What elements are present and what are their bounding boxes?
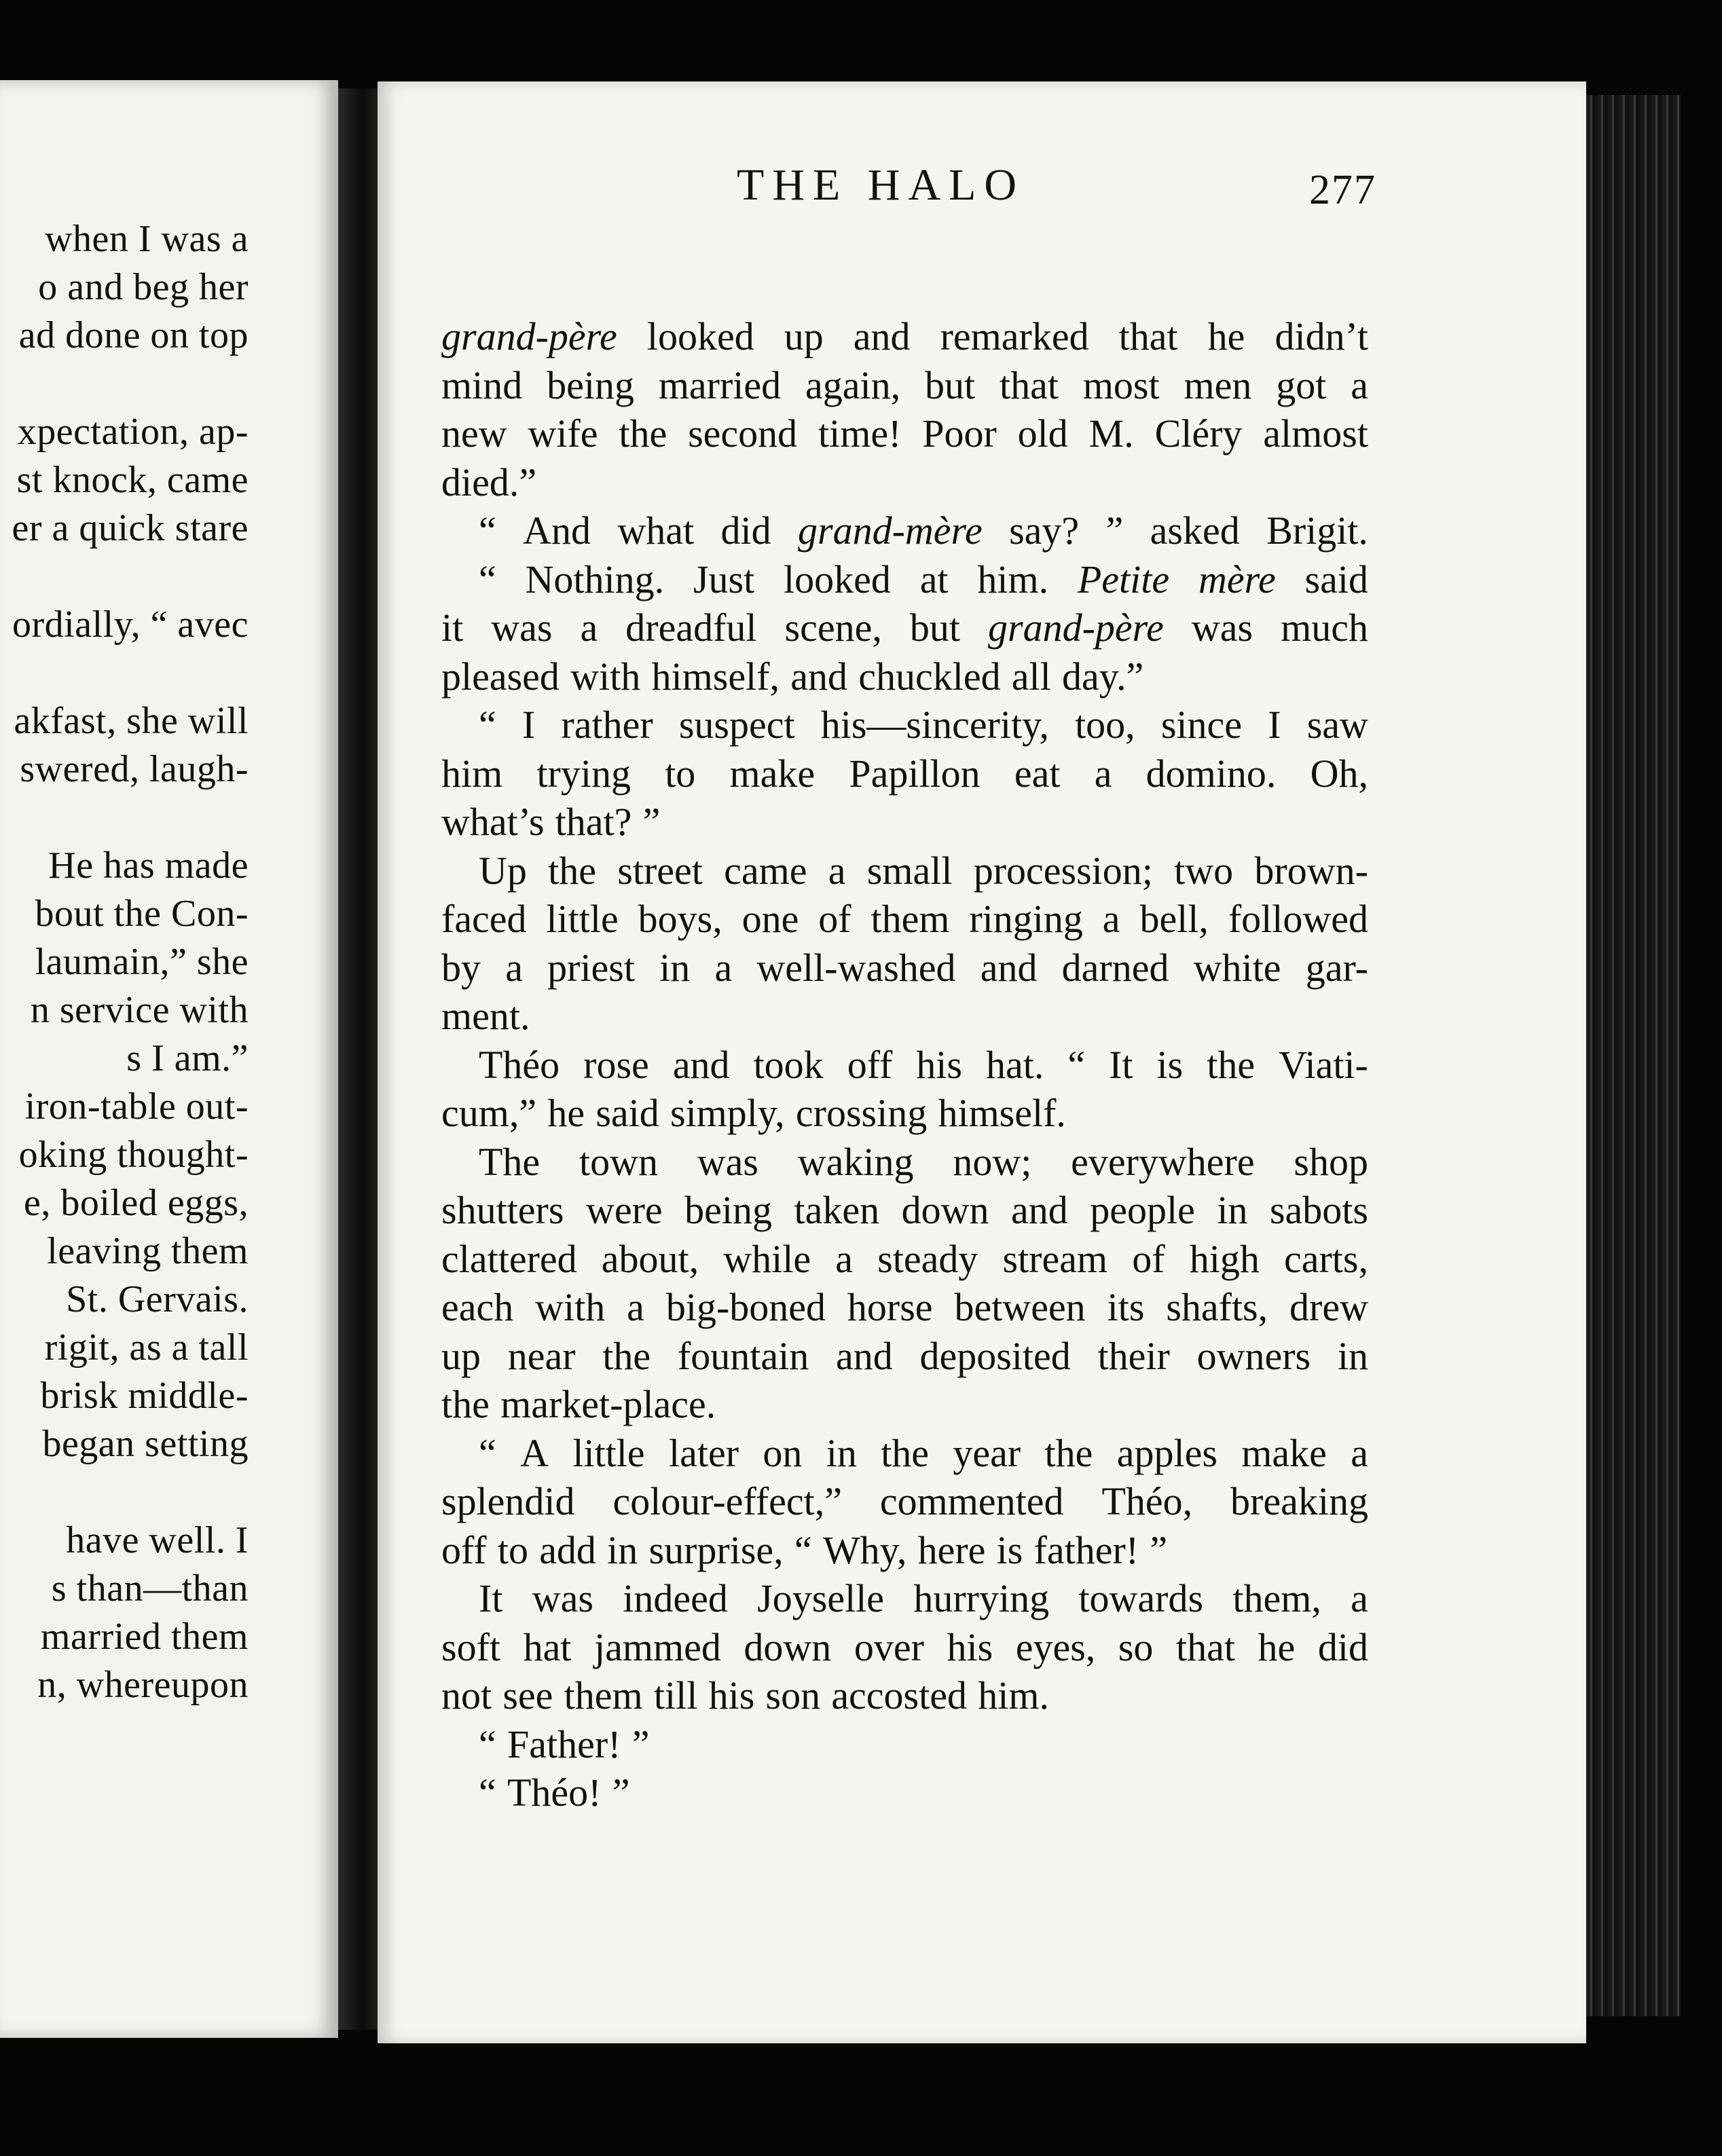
page-edges	[1586, 95, 1681, 2016]
left-page-line: He has made	[48, 844, 249, 887]
left-page-line: o and beg her	[38, 266, 249, 308]
text-line: the market-place.	[441, 1382, 716, 1426]
text-line: clattered about, while a steady stream of high carts,	[441, 1236, 1368, 1281]
left-page-line: rigit, as a tall	[44, 1326, 249, 1369]
left-page-line: when I was a	[45, 218, 249, 260]
left-page-line: er a quick stare	[12, 507, 249, 549]
left-page-line: akfast, she will	[14, 700, 249, 742]
text-line: “ Nothing. Just looked at him. Petite mère said	[479, 557, 1368, 601]
page-number: 277	[1309, 167, 1376, 213]
left-page-line: st knock, came	[16, 459, 249, 501]
left-page-line: brisk middle-	[40, 1375, 249, 1417]
left-page-line: bout the Con-	[35, 893, 249, 935]
left-page-line: oking thought-	[18, 1134, 249, 1176]
body-text	[441, 312, 1368, 1817]
text-line: pleased with himself, and chuckled all day.”	[441, 654, 1144, 699]
text-line: Up the street came a small procession; two brown-	[479, 848, 1368, 893]
book-gutter	[338, 88, 378, 2030]
left-page-line: s I am.”	[126, 1037, 249, 1079]
text-line: cum,” he said simply, crossing himself.	[441, 1091, 1066, 1135]
left-page-line: n service with	[30, 989, 249, 1031]
text-line: off to add in surprise, “ Why, here is father! ”	[441, 1527, 1168, 1572]
text-line: soft hat jammed down over his eyes, so that he did	[441, 1624, 1368, 1669]
left-page-line: xpectation, ap-	[17, 411, 249, 453]
text-line: him trying to make Papillon eat a domino. Oh,	[441, 751, 1368, 796]
text-line: mind being married again, but that most men got a	[441, 363, 1368, 407]
left-page-line: have well. I	[66, 1519, 249, 1561]
left-page-line: laumain,” she	[35, 941, 249, 983]
left-page-line: n, whereupon	[37, 1664, 249, 1706]
text-line: what’s that? ”	[441, 800, 661, 844]
text-line: up near the fountain and deposited their owners in	[441, 1333, 1368, 1378]
text-line: “ A little later on in the year the apples make a	[479, 1430, 1368, 1475]
text-line: ment.	[441, 994, 530, 1038]
left-page-line: married them	[40, 1616, 249, 1658]
text-line: The town was waking now; everywhere shop	[479, 1139, 1368, 1184]
text-line: faced little boys, one of them ringing a bell, followed	[441, 897, 1368, 941]
left-page-line: s than—than	[51, 1567, 249, 1610]
text-line: “ Father! ”	[479, 1722, 650, 1766]
text-line: shutters were being taken down and people in sabots	[441, 1188, 1368, 1232]
left-page-line: St. Gervais.	[66, 1278, 249, 1320]
left-page	[0, 80, 338, 2038]
left-page-line: e, boiled eggs,	[24, 1182, 249, 1224]
text-line: each with a big-boned horse between its shafts, drew	[441, 1285, 1368, 1329]
text-line: new wife the second time! Poor old M. Cléry almost	[441, 411, 1368, 456]
text-line: “ Théo! ”	[479, 1770, 630, 1815]
text-line: “ I rather suspect his—sincerity, too, since I saw	[479, 703, 1368, 747]
text-line: “ And what did grand-mère say? ” asked Brigit.	[479, 508, 1368, 553]
left-page-line: leaving them	[47, 1230, 249, 1272]
text-line: grand-père looked up and remarked that he didn’t	[441, 314, 1368, 358]
left-page-line: began setting	[42, 1423, 249, 1465]
text-line: Théo rose and took off his hat. “ It is the Viati-	[479, 1042, 1368, 1087]
left-page-line: ordially, “ avec	[12, 603, 249, 646]
text-line: It was indeed Joyselle hurrying towards them, a	[479, 1576, 1368, 1620]
left-page-line: swered, laugh-	[20, 748, 249, 790]
text-line: not see them till his son accosted him.	[441, 1673, 1049, 1717]
left-page-line: iron-table out-	[24, 1085, 249, 1128]
text-line: died.”	[441, 460, 537, 504]
text-line: it was a dreadful scene, but grand-père was much	[441, 606, 1368, 650]
running-head: THE HALO	[737, 160, 1025, 210]
text-line: by a priest in a well-washed and darned white gar-	[441, 945, 1368, 990]
left-page-line: ad done on top	[18, 314, 249, 356]
text-line: splendid colour-effect,” commented Théo, breaking	[441, 1479, 1368, 1523]
